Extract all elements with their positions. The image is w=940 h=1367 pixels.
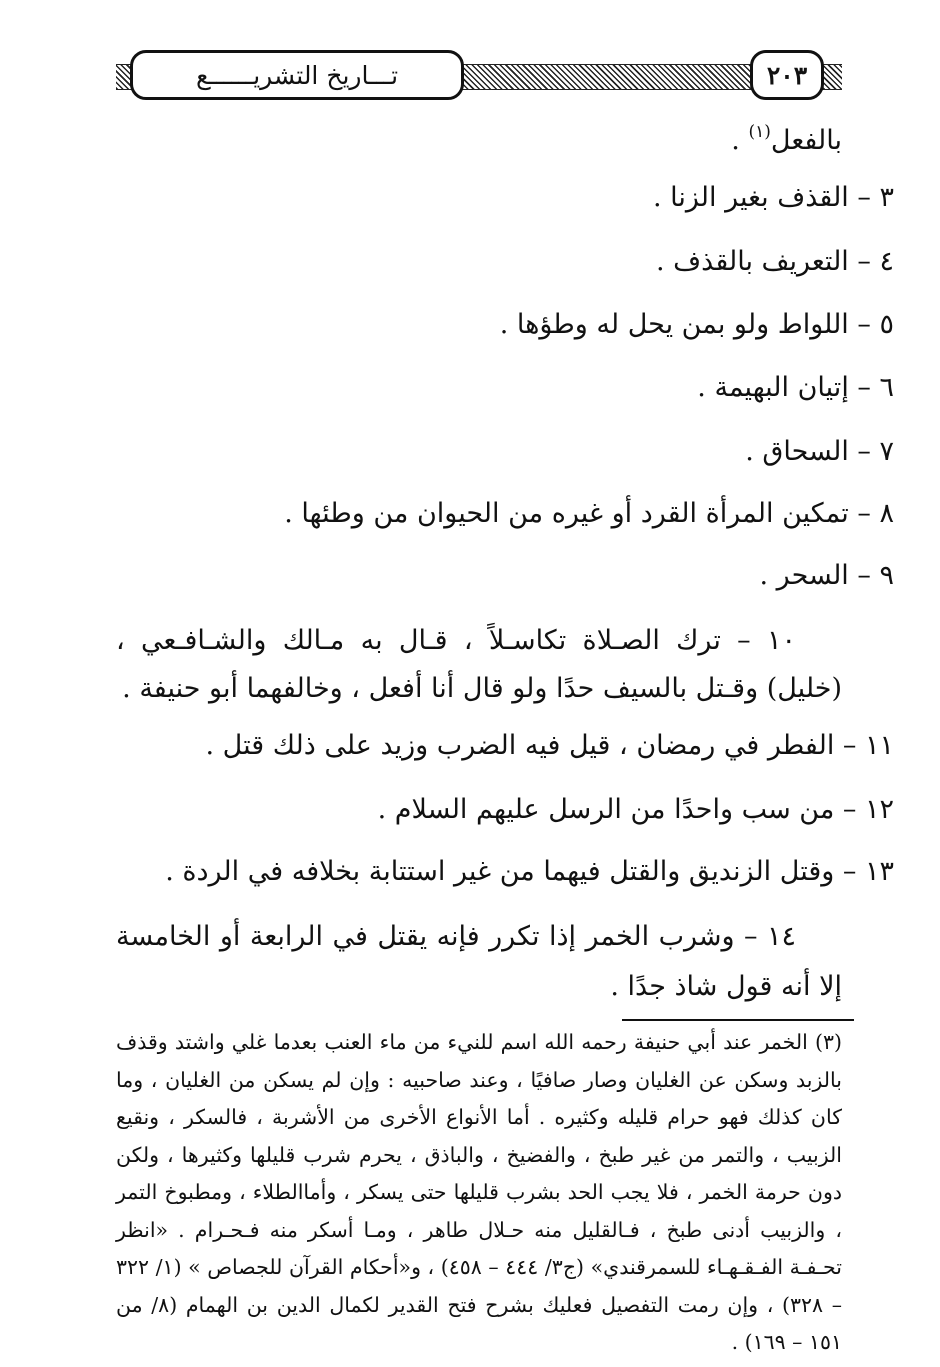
list-item: ٤ – التعريف بالقذف . (656, 246, 894, 277)
list-item: ٩ – السحر . (759, 560, 894, 591)
list-item: ٧ – السحاق . (745, 436, 894, 467)
list-item: ٥ – اللواط ولو بمن يحل له وطؤها . (499, 309, 894, 340)
list-item: ٣ – القذف بغير الزنا . (652, 182, 894, 213)
footnote-ref: (١) (748, 122, 771, 142)
list-item-14: ١٤ – وشرب الخمر إذا تكرر فإنه يقتل في الرابعة أو الخامسة إلا أنه قول شاذ جدًا . (116, 921, 842, 1002)
book-title: تـــاريخ التشريــــــع (130, 50, 464, 100)
footnote: (٣) الخمر عند أبي حنيفة رحمه الله اسم للنيء من ماء العنب بعدما غلي واشتد وقذف بالزبد وسكن عن الغليان وصار صافيًا ، وعند صاحبيه : وإن لم يسكن من الغليان ، وما كان كذلك فهو حرام قليله وكثيره . أما الأنواع الأخرى من الأشربة ، فالسكر ، ونقيع الزبيب ، والتمر من غير طبخ ، والفضيخ ، والباذق ، يحرم شرب قليلها وكثيرها ، ولكن دون حرمة الخمر ، فلا يجب الحد بشرب قليلها حتى يسكر ، وأماالطلاء ، ومطبوخ التمر ، والزبيب أدنى طبخ ، فـالقليل منه حـلال طاهر ، ومـا أسكر منه فـحـرام . «انظر تحـفـة الفـقـهـاء للسمرقندي» (ج٣/ ٤٤٤ – ٤٥٨) ، و«أحكام القرآن للجصاص » (١/ ٣٢٢ – ٣٢٨) ، وإن رمت التفصيل فعليك بشرح فتح القدير لكمال الدين بن الهمام (٨/ من ١٥١ – ١٦٩) . (116, 1030, 842, 1354)
continuation-line (116, 112, 842, 161)
list-item: ٦ – إتيان البهيمة . (697, 372, 894, 403)
continuation-end: . (731, 125, 749, 156)
list-item: ١١ – الفطر في رمضان ، قيل فيه الضرب وزيد على ذلك قتل . (205, 730, 894, 761)
list-item-10: ١٠ – ترك الصـلاة تكاسـلاً ، قـال به مـالك والشـافـعي ، (خليل) وقـتل بالسيف حدًا ولو قال أنا أفعل ، وخالفهما أبو حنيفة . (116, 625, 842, 704)
page-number: ٢٠٣ (750, 50, 824, 100)
list-item: ٨ – تمكين المرأة القرد أو غيره من الحيوان من وطئها . (284, 498, 894, 529)
running-header (116, 50, 842, 106)
continuation-text: بالفعل (770, 125, 842, 156)
list-item: ١٢ – من سب واحدًا من الرسل عليهم السلام . (377, 794, 894, 825)
footnote-separator (622, 1019, 854, 1021)
list-item: ١٣ – وقتل الزنديق والقتل فيهما من غير استتابة بخلافه في الردة . (165, 856, 894, 887)
